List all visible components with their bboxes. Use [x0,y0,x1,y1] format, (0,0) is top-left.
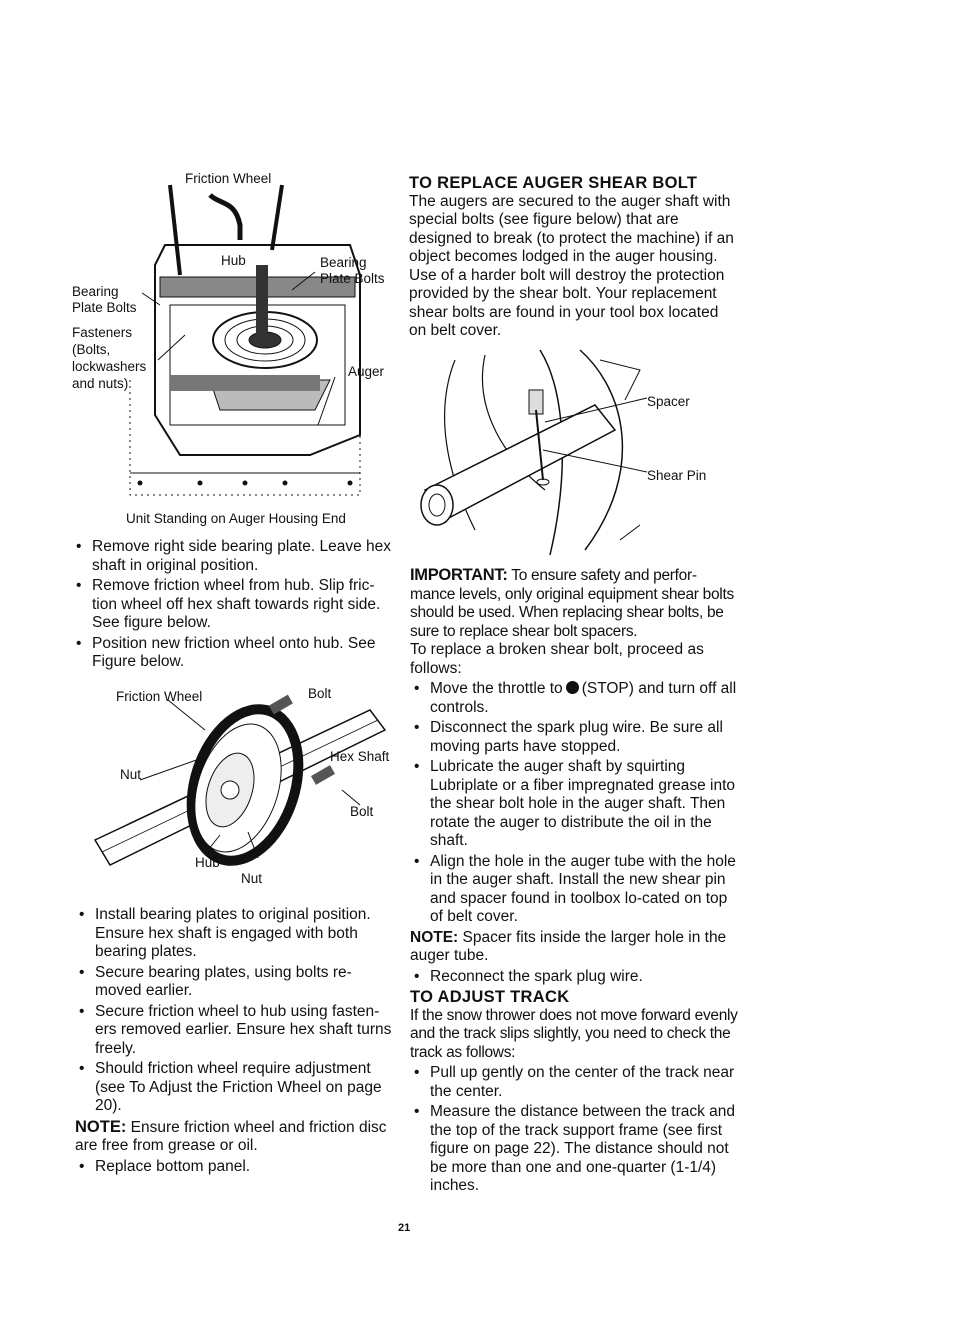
label-nut-left: Nut [120,767,142,782]
replace-intro: To replace a broken shear bolt, proceed as follows: [410,641,704,677]
list-item: • Measure the distance between the track and the top of the track support frame (see first figure on page 22). The distance should not be more than one and one-quarter (1-1/4) inches. [410,1103,740,1196]
hex-shaft-drawing [80,680,410,895]
shear-bolt-procedure [410,566,740,1198]
list-item: • Replace bottom panel. [75,1158,393,1177]
shear-bolt-section [409,174,739,341]
label-auger: Auger [348,364,385,379]
label-friction-wheel: Friction Wheel [185,171,272,186]
label-nut-bottom: Nut [241,871,263,886]
section-heading-track: TO ADJUST TRACK [410,988,570,1006]
list-item [410,680,740,717]
list-item: • Should friction wheel require adjustment (see To Adjust the Friction Wheel on page 20). [75,1060,393,1116]
label-hub: Hub [221,253,246,268]
left-note [75,1118,393,1156]
label-hex-shaft: Hex Shaft [330,749,390,764]
stop-icon [566,681,579,694]
label-plate-bolts-left: Plate Bolts [72,300,137,315]
label-spacer: Spacer [647,394,690,409]
right-note-text: Spacer fits inside the larger hole in the auger tube. [410,928,727,964]
shear-pin-drawing [415,350,745,560]
left-instructions-2 [75,906,393,1178]
important-text: To ensure safety and perfor-mance levels, only original equipment shear bolts should be used. When replacing shear bolts, be sure to replace shear bolt spacers. [410,567,734,640]
label-bearing-left: Bearing [72,284,119,299]
important-label: IMPORTANT: [410,566,508,584]
list-item: • Align the hole in the auger tube with the hole in the auger shaft. Install the new shear pin and spacer found in toolbox lo-cated on top of belt cover. [410,853,740,927]
auger-housing-drawing [60,165,400,535]
list-item: • Disconnect the spark plug wire. Be sure all moving parts have stopped. [410,719,740,756]
label-bearing-right: Bearing [320,255,367,270]
important-note [410,566,740,641]
figure1-caption: Unit Standing on Auger Housing End [126,511,346,526]
page-number: 21 [398,1222,411,1234]
list-item: • Remove friction wheel from hub. Slip fric-tion wheel off hex shaft towards right side. See figure below. [72,577,392,633]
label-plate-bolts-right: Plate Bolts [320,271,385,286]
label-fasteners-nuts: and nuts) [72,376,129,391]
list-item: • Install bearing plates to original position. Ensure hex shaft is engaged with both bearing plates. [75,906,393,962]
list-item: • Pull up gently on the center of the track near the center. [410,1064,740,1101]
right-note-label: NOTE: [410,928,459,946]
section-heading-shear-bolt: TO REPLACE AUGER SHEAR BOLT [409,174,698,192]
figure-friction-wheel-assembly [60,165,400,535]
list-item: • Lubricate the auger shaft by squirting Lubriplate or a fiber impregnated grease into the shear bolt hole in the auger shaft. Then rotate the auger to distribute the oil in the shaft. [410,758,740,851]
list-item: • Secure friction wheel to hub using fasten-ers removed earlier. Ensure hex shaft turns freely. [75,1003,393,1059]
label-bolt-top: Bolt [308,686,332,701]
label-bolt-right: Bolt [350,804,374,819]
figure-shear-pin [415,350,745,560]
right-note [410,929,740,966]
shear-bolt-paragraph: The augers are secured to the auger shaft with special bolts (see figure below) that are designed to break (to protect the machine) if an object becomes lodged in the auger housing. Use of a harder bolt will destroy the protection provided by the shear bolt. Your replacement shear bolts are found in your tool box located on belt cover. [409,192,734,339]
list-item: • Reconnect the spark plug wire. [410,968,740,987]
label-fasteners: Fasteners [72,325,133,340]
left-note-text: Ensure friction wheel and friction disc are free from grease or oil. [75,1118,387,1154]
list-item: • Remove right side bearing plate. Leave hex shaft in original position. [72,538,392,575]
throttle-text-post: (STOP) and turn off all controls. [430,680,737,716]
left-instructions-1 [72,538,392,674]
figure-friction-wheel-hex-shaft [80,680,410,895]
label-friction-wheel-2: Friction Wheel [116,689,203,704]
label-fasteners-bolts: (Bolts, [72,342,111,357]
left-note-label: NOTE: [75,1117,127,1136]
throttle-text-pre: Move the throttle to [430,680,563,697]
list-item: • Secure bearing plates, using bolts re-moved earlier. [75,964,393,1001]
track-paragraph: If the snow thrower does not move forward evenly and the track slips slightly, you need to check the track as follows: [410,1006,738,1061]
label-shear-pin: Shear Pin [647,468,707,483]
label-fasteners-lockwashers: lockwashers [72,359,147,374]
list-item: • Position new friction wheel onto hub. See Figure below. [72,635,392,672]
label-hub-2: Hub [195,855,220,870]
